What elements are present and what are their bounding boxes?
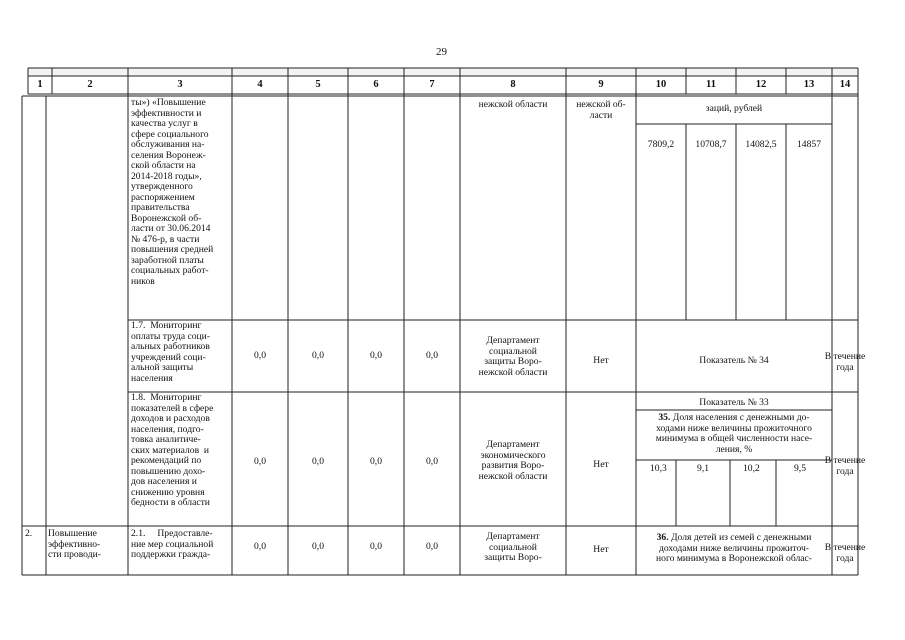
row18-funding-col4: 0,0 — [254, 456, 266, 467]
row1-executor: нежской области — [478, 99, 548, 110]
row17-financing: Нет — [593, 355, 609, 366]
row18-measure-text: 1.8. Мониторинг показателей в сфере доходов и расходов населения, подго- товка аналитиче- ских материалов и рекомендаций по повышению дохо- дов населения и снижению уровня бедности в области — [131, 392, 214, 508]
row18-indicator-number: 35. — [658, 412, 671, 423]
row2-funding-col7: 0,0 — [426, 541, 438, 552]
row1-measure-text: ты») «Повышение эффективности и качества услуг в сфере социального обслуживания на- селения Воронеж- ской области на 2014-2018 годы», утвержденного распоряжением правительства Воронежской об- ласти от 30.06.2014 № 476-р, в части повышения средней заработной платы социальных работ- ников — [131, 97, 214, 287]
header-col-7: 7 — [429, 79, 435, 90]
header-col-13: 13 — [803, 79, 815, 90]
row1-financing: нежской об- ласти — [576, 99, 626, 121]
row1-value-2016: 10708,7 — [695, 139, 727, 150]
row18-funding-col5: 0,0 — [312, 456, 324, 467]
row18-financing: Нет — [593, 459, 609, 470]
row2-task-text: Повышение эффективно- сти проводи- — [48, 528, 101, 560]
header-col-14: 14 — [839, 79, 851, 90]
row2-funding-col5: 0,0 — [312, 541, 324, 552]
header-col-4: 4 — [257, 79, 263, 90]
row2-measure-text: 2.1. Предоставле- ние мер социальной поддержки гражда- — [131, 528, 214, 560]
row1-value-2017: 14082,5 — [745, 139, 777, 150]
row2-indicator — [636, 533, 832, 565]
row2-financing: Нет — [593, 544, 609, 555]
header-col-12: 12 — [755, 79, 767, 90]
row18-value-2016: 9,1 — [697, 463, 709, 474]
header-col-9: 9 — [598, 79, 604, 90]
row17-funding-col4: 0,0 — [254, 350, 266, 361]
row18-value-2017: 10,2 — [743, 463, 760, 474]
row1-indicator-tail: заций, рублей — [705, 103, 763, 114]
row2-indicator-number: 36. — [656, 532, 669, 543]
row18-funding-col7: 0,0 — [426, 456, 438, 467]
row18-funding-col6: 0,0 — [370, 456, 382, 467]
header-col-5: 5 — [315, 79, 321, 90]
header-col-2: 2 — [87, 79, 93, 90]
row2-indicator-text: Доля детей из семей с денежными доходами ниже величины прожиточ- ного минимума в Воронежской облас- — [656, 532, 812, 564]
header-col-11: 11 — [706, 79, 716, 90]
row17-funding-col5: 0,0 — [312, 350, 324, 361]
header-col-1: 1 — [37, 79, 43, 90]
row18-executor: Департамент экономического развития Воро- нежской области — [478, 439, 548, 482]
header-col-8: 8 — [510, 79, 516, 90]
row18-indicator-ref: Показатель № 33 — [699, 397, 769, 408]
row2-funding-col4: 0,0 — [254, 541, 266, 552]
row17-measure-text: 1.7. Мониторинг оплаты труда соци- альных работников учреждений соци- альной защиты населения — [131, 320, 210, 384]
row18-indicator-text: Доля населения с денежными до- ходами ниже величины прожиточного минимума в общей численности насе- ления, % — [655, 412, 813, 455]
row2-funding-col6: 0,0 — [370, 541, 382, 552]
row17-deadline: В течение года — [824, 351, 866, 373]
row2-executor: Департамент социальной защиты Воро- — [484, 531, 542, 563]
row1-value-2015: 7809,2 — [647, 139, 675, 150]
page-number: 29 — [436, 46, 447, 58]
row2-number: 2. — [25, 528, 33, 539]
row2-deadline: В течение года — [824, 542, 866, 564]
row18-deadline: В течение года — [824, 455, 866, 477]
header-col-6: 6 — [373, 79, 379, 90]
row17-indicator: Показатель № 34 — [699, 355, 769, 366]
header-col-3: 3 — [177, 79, 183, 90]
row18-value-2018: 9,5 — [794, 463, 806, 474]
header-col-10: 10 — [655, 79, 667, 90]
row17-executor: Департамент социальной защиты Воро- нежской области — [478, 335, 548, 378]
row1-value-2018: 14857 — [797, 139, 821, 150]
row17-funding-col6: 0,0 — [370, 350, 382, 361]
row17-funding-col7: 0,0 — [426, 350, 438, 361]
row18-value-2015: 10,3 — [650, 463, 667, 474]
row18-indicator — [636, 413, 832, 455]
